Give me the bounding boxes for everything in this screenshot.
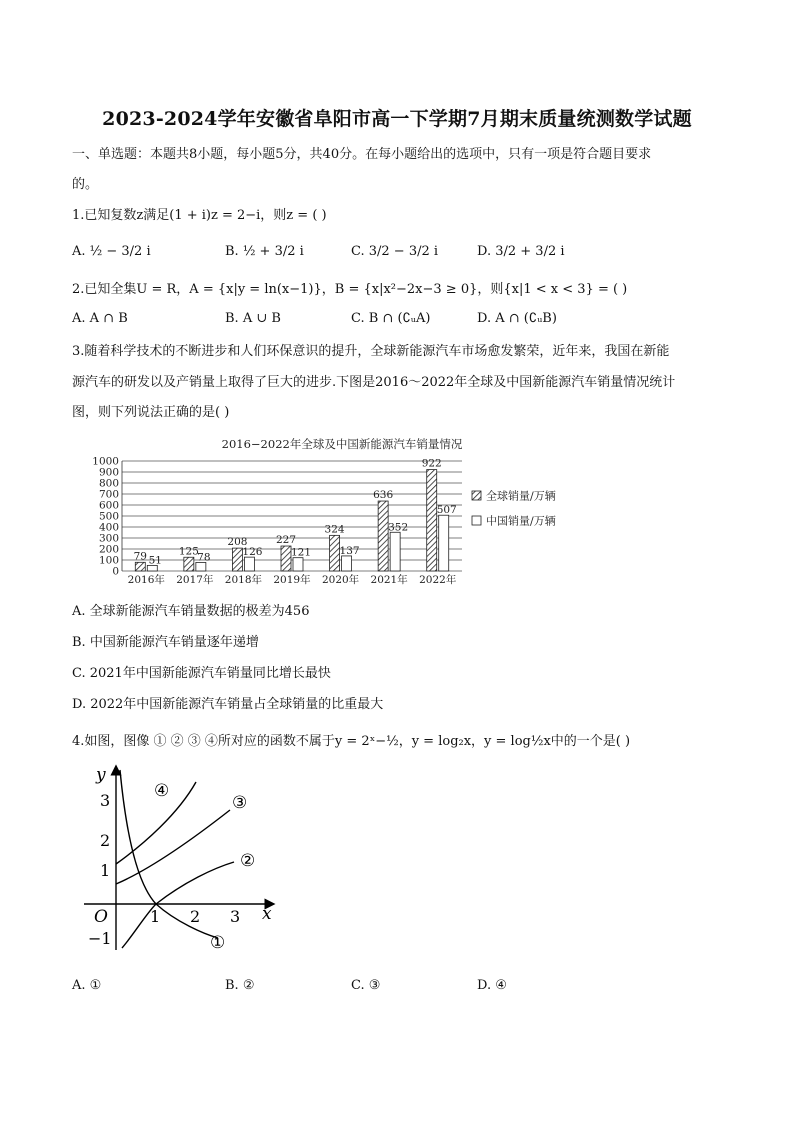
function-graph — [84, 764, 284, 956]
section-instructions-line1: 一、单选题：本题共8小题，每小题5分，共40分。在每小题给出的选项中，只有一项是符合题目要求 — [72, 147, 652, 162]
y-tick-neg1: −1 — [88, 929, 112, 948]
chart-title: 2016−2022年全球及中国新能源汽车销量情况 — [221, 437, 463, 451]
section-instructions-line2: 的。 — [72, 177, 99, 192]
page-title: 2023-2024学年安徽省阜阳市高一下学期7月期末质量统测数学试题 — [102, 108, 692, 130]
y-tick-label: 1000 — [92, 455, 119, 468]
x-tick-2: 2 — [190, 907, 201, 926]
x-tick-label: 2022年 — [419, 574, 457, 585]
chart-bars — [134, 458, 457, 571]
x-tick-label: 2021年 — [370, 574, 408, 585]
q2-option-c[interactable]: C. B ∩ (∁ᵤA) — [351, 311, 431, 326]
x-tick-label: 2018年 — [224, 574, 263, 585]
bar-global — [427, 470, 437, 571]
data-label-global: 324 — [324, 523, 345, 536]
curve-label-1: ① — [210, 933, 226, 953]
x-tick-label: 2020年 — [321, 574, 360, 585]
q3-option-a[interactable]: A. 全球新能源汽车销量数据的极差为456 — [72, 604, 310, 619]
bar-global — [281, 546, 291, 571]
chart-legend — [472, 489, 556, 528]
x-tick-label: 2017年 — [176, 574, 214, 585]
legend-swatch-global — [472, 491, 481, 500]
q1-option-c[interactable]: C. 3/2 − 3/2 i — [351, 244, 439, 259]
data-label-global: 922 — [421, 457, 442, 470]
data-label-china: 137 — [339, 544, 360, 557]
chart-x-labels — [128, 573, 457, 585]
x-tick-3: 3 — [230, 907, 241, 926]
data-label-global: 227 — [275, 534, 297, 547]
x-tick-1: 1 — [150, 907, 161, 926]
data-label-china: 78 — [197, 551, 211, 564]
q3-option-c[interactable]: C. 2021年中国新能源汽车销量同比增长最快 — [72, 666, 331, 681]
q2-option-d[interactable]: D. A ∩ (∁ᵤB) — [477, 311, 557, 326]
question-2-options — [72, 311, 722, 329]
question-4-stem: 4.如图，图像 ① ② ③ ④所对应的函数不属于y = 2ˣ−½，y = log₂x，y = log½x中的一个是( ) — [72, 734, 631, 749]
bar-global — [232, 548, 242, 571]
q4-option-a[interactable]: A. ① — [72, 978, 102, 993]
q2-option-b[interactable]: B. A ∪ B — [225, 311, 281, 326]
bar-china — [293, 558, 303, 571]
x-axis-label: x — [262, 904, 272, 924]
q4-option-b[interactable]: B. ② — [225, 978, 255, 993]
question-1-stem: 1.已知复数z满足(1 + i)z = 2−i，则z = ( ) — [72, 208, 327, 223]
curve-3 — [116, 810, 230, 884]
y-tick-label: 600 — [98, 499, 119, 512]
q3-option-d[interactable]: D. 2022年中国新能源汽车销量占全球销量的比重最大 — [72, 697, 384, 712]
y-tick-label: 200 — [98, 543, 119, 556]
q3-option-b[interactable]: B. 中国新能源汽车销量逐年递增 — [72, 635, 259, 650]
question-1-options — [72, 244, 722, 262]
bar-china — [390, 532, 400, 571]
legend-label-global: 全球销量/万辆 — [486, 489, 556, 503]
y-tick-label: 800 — [98, 477, 119, 490]
x-tick-label: 2016年 — [127, 574, 165, 585]
legend-label-china: 中国销量/万辆 — [486, 514, 556, 528]
data-label-global: 79 — [133, 550, 147, 563]
data-label-china: 121 — [290, 546, 312, 559]
bar-global — [184, 557, 194, 571]
bar-global — [135, 562, 145, 571]
y-tick-label: 900 — [98, 466, 119, 479]
bar-global — [378, 501, 388, 571]
y-axis-label: y — [96, 765, 106, 785]
y-tick-2: 2 — [100, 831, 111, 850]
y-tick-label: 500 — [98, 510, 119, 523]
question-2-stem: 2.已知全集U = R，A = {x|y = ln(x−1)}，B = {x|x²−2x−3 ≥ 0}，则{x|1 < x < 3} = ( ) — [72, 282, 628, 297]
data-label-china: 126 — [242, 546, 263, 559]
question-3-line3: 图，则下列说法正确的是( ) — [72, 405, 230, 420]
question-4-options — [72, 978, 722, 996]
y-tick-label: 0 — [112, 565, 119, 578]
data-label-china: 352 — [388, 521, 409, 534]
y-tick-1: 1 — [100, 861, 111, 880]
bar-china — [196, 562, 206, 571]
bar-china — [244, 557, 254, 571]
data-label-global: 636 — [373, 489, 394, 502]
q4-option-c[interactable]: C. ③ — [351, 978, 381, 993]
question-3-line1: 3.随着科学技术的不断进步和人们环保意识的提升，全球新能源汽车市场愈发繁荣，近年来，我国在新能 — [72, 344, 670, 359]
origin-label: O — [94, 907, 108, 927]
y-tick-label: 300 — [98, 532, 119, 545]
q4-option-d[interactable]: D. ④ — [477, 978, 507, 993]
data-label-china: 51 — [148, 554, 162, 567]
curve-label-3: ③ — [232, 793, 248, 813]
q1-option-d[interactable]: D. 3/2 + 3/2 i — [477, 244, 565, 259]
bar-china — [342, 556, 352, 571]
data-label-global: 208 — [227, 536, 248, 549]
y-tick-label: 400 — [98, 521, 119, 534]
data-label-china: 507 — [436, 504, 457, 517]
data-label-global: 125 — [178, 545, 199, 558]
curve-label-4: ④ — [154, 781, 170, 801]
y-tick-3: 3 — [100, 791, 111, 810]
legend-swatch-china — [472, 516, 481, 525]
sales-bar-chart — [86, 433, 586, 585]
bar-global — [330, 535, 340, 571]
bar-china — [439, 515, 449, 571]
curve-label-2: ② — [240, 851, 256, 871]
y-tick-label: 100 — [98, 554, 119, 567]
q2-option-a[interactable]: A. A ∩ B — [72, 311, 128, 326]
x-tick-label: 2019年 — [273, 574, 311, 585]
question-3-line2: 源汽车的研发以及产销量上取得了巨大的进步.下图是2016～2022年全球及中国新能源汽车销量情况统计 — [72, 375, 676, 390]
q1-option-b[interactable]: B. ½ + 3/2 i — [225, 244, 304, 259]
y-tick-label: 700 — [98, 488, 119, 501]
q1-option-a[interactable]: A. ½ − 3/2 i — [72, 244, 151, 259]
